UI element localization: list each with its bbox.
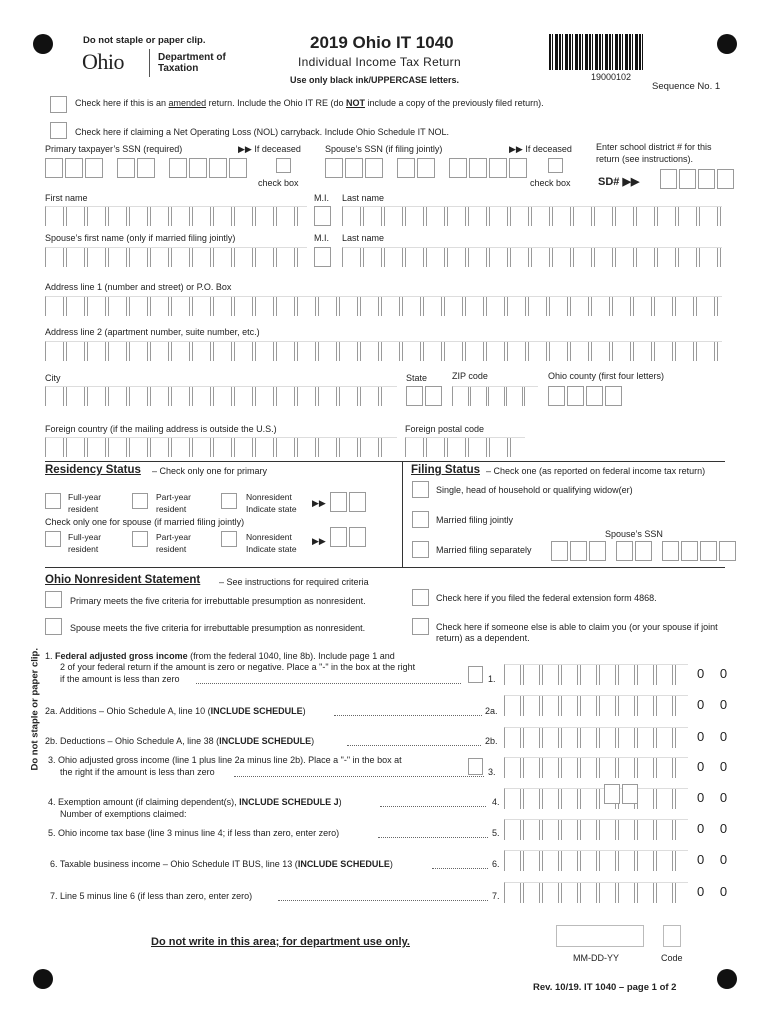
primary-part-year-checkbox[interactable] [132,493,148,509]
line4-exemptions-label: Number of exemptions claimed: [60,809,187,819]
line7-cents: 0 0 [697,884,734,899]
department-use-note: Do not write in this area; for department use only. [151,936,410,948]
foreign-postal-field[interactable] [405,437,525,457]
form-subtitle: Individual Income Tax Return [298,55,461,69]
residency-title: Residency Status [45,464,141,476]
spouse-full-year-label: Full-year resident [68,532,102,554]
leader-dots [278,900,488,901]
spouse-part-year-checkbox[interactable] [132,531,148,547]
residency-sub: – Check only one for primary [152,466,268,476]
leader-dots [432,868,488,869]
last-name-label: Last name [342,193,385,203]
line4-cents: 0 0 [697,790,734,805]
spouse-check-box-label: check box [530,178,571,188]
leader-dots [196,683,461,684]
line2a-text: 2a. Additions – Ohio Schedule A, line 10 (INCLUDE SCHEDULE) [45,706,306,716]
line1-sign-box[interactable] [468,666,483,683]
registration-mark [33,34,53,54]
spouse-nonresident-checkbox[interactable] [221,531,237,547]
dependent-checkbox[interactable] [412,618,429,635]
line5-number: 5. [492,828,500,838]
nonresident-sub: – See instructions for required criteria [219,577,369,587]
primary-nonresident-statement-checkbox[interactable] [45,591,62,608]
line2b-cents: 0 0 [697,729,734,744]
foreign-postal-label: Foreign postal code [405,424,485,434]
do-not-staple-note: Do not staple or paper clip. [83,35,206,46]
address2-field[interactable] [45,341,722,361]
spouse-full-year-checkbox[interactable] [45,531,61,547]
line2a-number: 2a. [485,706,498,716]
registration-mark [33,969,53,989]
primary-check-box-label: check box [258,178,299,188]
date-label: MM-DD-YY [573,953,619,963]
spouse-first-name-field[interactable] [45,247,307,267]
nol-label: Check here if claiming a Net Operating Loss (NOL) carryback. Include Ohio Schedule IT NOL. [75,127,450,137]
primary-ssn-label: Primary taxpayer’s SSN (required) [45,144,183,154]
mi-field[interactable] [314,206,331,226]
line6-text: 6. Taxable business income – Ohio Schedule IT BUS, line 13 (INCLUDE SCHEDULE) [50,859,393,869]
line3-amount-field[interactable] [504,757,688,778]
primary-deceased-label: ▶▶ If deceased [238,144,301,154]
sequence-number: Sequence No. 1 [652,81,721,92]
mi-label: M.I. [314,193,329,203]
full-year-label: Full-year resident [68,492,102,514]
line4-text: 4. Exemption amount (if claiming dependent(s), INCLUDE SCHEDULE J) [48,797,342,807]
logo-divider [149,49,150,77]
single-label: Single, head of household or qualifying widow(er) [436,485,633,495]
line2b-amount-field[interactable] [504,727,688,748]
line2b-number: 2b. [485,736,498,746]
county-field[interactable] [548,386,622,406]
line2b-text: 2b. Deductions – Ohio Schedule A, line 38 (INCLUDE SCHEDULE) [45,736,315,746]
line7-amount-field[interactable] [504,882,688,903]
form-title: 2019 Ohio IT 1040 [310,33,454,52]
mfj-label: Married filing jointly [436,515,514,525]
barcode [549,34,645,70]
code-label: Code [661,953,683,963]
zip-label: ZIP code [452,371,488,381]
filing-status-sub: – Check one (as reported on federal income tax return) [486,466,706,476]
spouse-state-field[interactable] [330,527,366,547]
single-checkbox[interactable] [412,481,429,498]
spouse-mi-field[interactable] [314,247,331,267]
dept-line-1: Department of [158,52,226,63]
spouse-nonresident-statement-checkbox[interactable] [45,618,62,635]
foreign-country-field[interactable] [45,437,397,457]
address1-field[interactable] [45,296,722,316]
mfs-spouse-ssn-label: Spouse’s SSN [605,529,663,539]
arrow-icon: ▶▶ [312,498,326,508]
mfs-label: Married filing separately [436,545,532,555]
line3-number: 3. [488,767,496,777]
dept-line-2: Taxation [158,63,199,74]
sd-label: SD# ▶▶ [598,176,640,188]
extension-label: Check here if you filed the federal extension form 4868. [436,593,657,603]
spouse-residency-label: Check only one for spouse (if married filing jointly) [45,517,245,527]
spouse-last-name-label: Last name [342,233,385,243]
address1-label: Address line 1 (number and street) or P.O. Box [45,282,232,292]
state-label: State [406,373,428,383]
first-name-label: First name [45,193,88,203]
amended-checkbox[interactable] [50,96,67,113]
primary-deceased-checkbox[interactable] [276,158,291,173]
line2a-amount-field[interactable] [504,695,688,716]
side-note: Do not staple or paper clip. [29,648,41,771]
spouse-last-name-field[interactable] [342,247,722,267]
ohio-logo: Ohio [82,49,124,74]
line1-text-2: 2 of your federal return if the amount is zero or negative. Place a "-" in the box at the right [60,662,416,672]
spouse-nonresident-label: Nonresident Indicate state [246,532,297,554]
line4-number: 4. [492,797,500,807]
line3-sign-box[interactable] [468,758,483,775]
nol-checkbox[interactable] [50,122,67,139]
county-label: Ohio county (first four letters) [548,371,665,381]
barcode-number: 19000102 [591,72,632,82]
extension-checkbox[interactable] [412,589,429,606]
leader-dots [378,837,488,838]
exemptions-field[interactable] [604,784,638,804]
part-year-label: Part-year resident [156,492,191,514]
line2a-cents: 0 0 [697,697,734,712]
line3-text: 3. Ohio adjusted gross income (line 1 plus line 2a minus line 2b). Place a "-" in the box at [48,755,402,765]
amended-label: Check here if this is an amended return. Include the Ohio IT RE (do NOT include a copy of the previously filed return). [75,98,544,108]
line7-text: 7. Line 5 minus line 6 (if less than zero, enter zero) [50,891,253,901]
code-field [663,925,681,947]
filing-status-title: Filing Status [411,464,480,476]
mfs-spouse-ssn-field[interactable] [551,541,736,561]
leader-dots [347,745,481,746]
line1-cents: 0 0 [697,666,734,681]
last-name-field[interactable] [342,206,722,226]
line6-number: 6. [492,859,500,869]
spouse-deceased-label: ▶▶ If deceased [509,144,572,154]
address2-label: Address line 2 (apartment number, suite number, etc.) [45,327,260,337]
primary-full-year-checkbox[interactable] [45,493,61,509]
spouse-first-name-label: Spouse’s first name (only if married filing jointly) [45,233,236,243]
leader-dots [334,715,482,716]
primary-nonresident-statement-label: Primary meets the five criteria for irrebuttable presumption as nonresident. [70,596,366,606]
date-field [556,925,644,947]
line3-text-2: the right if the amount is less than zero [60,767,215,777]
primary-ssn-field[interactable] [45,158,247,178]
leader-dots [380,806,486,807]
spouse-deceased-checkbox[interactable] [548,158,563,173]
arrow-icon: ▶▶ [312,536,326,546]
nonresident-title: Ohio Nonresident Statement [45,574,201,586]
school-district-label: Enter school district # for this return (see instructions). [596,142,712,164]
city-label: City [45,373,61,383]
mfj-checkbox[interactable] [412,511,429,528]
spouse-ssn-field[interactable] [325,158,527,178]
spouse-nonresident-statement-label: Spouse meets the five criteria for irrebuttable presumption as nonresident. [70,623,366,633]
state-field[interactable] [406,386,442,406]
line5-amount-field[interactable] [504,819,688,840]
school-district-field[interactable] [660,169,734,189]
spouse-mi-label: M.I. [314,233,329,243]
foreign-country-label: Foreign country (if the mailing address is outside the U.S.) [45,424,277,434]
line1-text-3: if the amount is less than zero [60,674,180,684]
section-divider [45,567,725,568]
ink-instruction: Use only black ink/UPPERCASE letters. [290,75,460,85]
zip-field[interactable] [452,386,538,406]
line1-number: 1. [488,674,496,684]
spouse-ssn-label: Spouse’s SSN (if filing jointly) [325,144,443,154]
section-divider [45,461,725,462]
line4-amount-field[interactable] [504,788,688,809]
primary-nonresident-checkbox[interactable] [221,493,237,509]
revision-note: Rev. 10/19. IT 1040 – page 1 of 2 [533,982,677,993]
line1-amount-field[interactable] [504,664,688,685]
line5-text: 5. Ohio income tax base (line 3 minus line 4; if less than zero, enter zero) [48,828,340,838]
mfs-checkbox[interactable] [412,541,429,558]
section-column-divider [402,461,403,567]
registration-mark [717,969,737,989]
first-name-field[interactable] [45,206,307,226]
registration-mark [717,34,737,54]
nonresident-label: Nonresident Indicate state [246,492,297,514]
line7-number: 7. [492,891,500,901]
line3-cents: 0 0 [697,759,734,774]
primary-state-field[interactable] [330,492,366,512]
line6-cents: 0 0 [697,852,734,867]
line6-amount-field[interactable] [504,850,688,871]
line1-text: 1. Federal adjusted gross income (from the federal 1040, line 8b). Include page 1 and [45,651,395,661]
city-field[interactable] [45,386,397,406]
spouse-part-year-label: Part-year resident [156,532,191,554]
line5-cents: 0 0 [697,821,734,836]
dependent-label: Check here if someone else is able to claim you (or your spouse if joint return) as a dependent. [436,622,718,643]
leader-dots [234,776,484,777]
